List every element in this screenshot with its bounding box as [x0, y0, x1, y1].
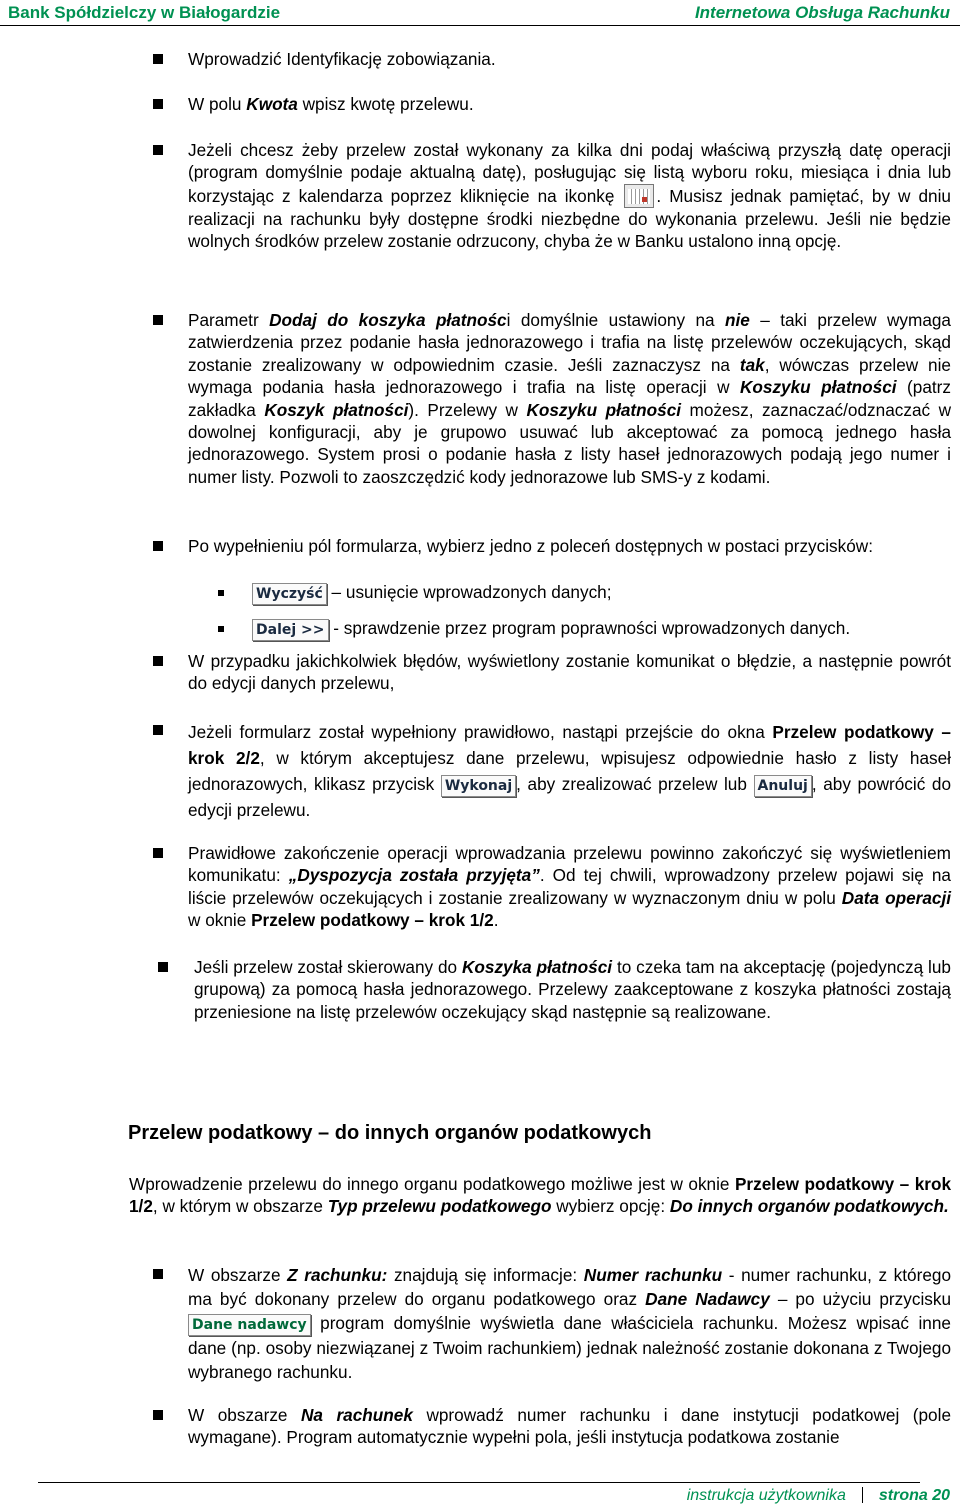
list-item: W obszarze Na rachunek wprowadź numer rachunku i dane instytucji podatkowej (pole wymagane). Program automatycznie wypełni pola, jeśli instytucja podatkowa zostanie	[188, 1405, 951, 1448]
list-item: W obszarze Z rachunku: znajdują się informacje: Numer rachunku - numer rachunku, z którego ma być dokonany przelew do organu podatkowego oraz Dane Nadawcy – po użyciu przycisku Dane nadawcy program domyślnie wyświetla dane właściciela rachunku. Możesz wpisać inne dane (np. osoby niezwiązanej z Twoim rachunkiem) jednak należność zostanie dokonana z Twojego wybranego rachunku.	[188, 1265, 952, 1382]
sub-item: Dalej >> - sprawdzenie przez program poprawności wprowadzonych danych.	[252, 617, 850, 641]
bullet-square-icon	[153, 99, 163, 109]
footer-separator	[862, 1487, 863, 1503]
bullet-square-icon	[153, 315, 163, 325]
footer-label: instrukcja użytkownika	[686, 1487, 846, 1504]
list-item: Jeśli przelew został skierowany do Koszyka płatności to czeka tam na akceptację (pojedynczą lub grupową) za pomocą hasła jednorazowego. Przelewy zaakceptowane z koszyka płatności zostają przeniesione na listę przelewów oczekujący skąd następnie są realizowane.	[194, 957, 951, 1022]
bullet-square-icon	[153, 1410, 163, 1420]
list-item: W przypadku jakichkolwiek błędów, wyświetlony zostanie komunikat o błędzie, a następnie powrót do edycji danych przelewu,	[188, 651, 951, 694]
clear-button[interactable]: Wyczyść	[252, 583, 327, 605]
section-heading: Przelew podatkowy – do innych organów podatkowych	[128, 1122, 652, 1144]
next-button[interactable]: Dalej >>	[252, 619, 329, 641]
list-item: W polu Kwota wpisz kwotę przelewu.	[188, 94, 474, 114]
footer-divider	[38, 1482, 920, 1483]
list-item: Jeżeli chcesz żeby przelew został wykonany za kilka dni podaj właściwą przyszłą datę operacji (program domyślnie podaje aktualną datę), posługując się listą wyboru roku, miesiąca i dnia lub korzystając z kalendarza poprzez kliknięcie na ikonkę . Musisz jednak pamiętać, by w dniu realizacji na rachunku były dostępne środki niezbędne do wykonania przelewu. Jeśli nie będzie wolnych środków przelew zostanie odrzucony, chyba że w Banku ustalono inną opcję.	[188, 140, 951, 252]
bullet-square-icon	[153, 656, 163, 666]
bullet-square-icon	[153, 1269, 163, 1279]
bullet-square-icon	[158, 962, 168, 972]
list-item: Jeżeli formularz został wypełniony prawidłowo, nastąpi przejście do okna Przelew podatkowy – krok 2/2, w którym akceptujesz dane przelewu, wpisujesz odpowiednie hasło z listy haseł jednorazowych, klikasz przycisk Wykonaj , aby zrealizować przelew lub Anuluj , aby powrócić do edycji przelewu.	[188, 722, 952, 820]
sender-data-button[interactable]: Dane nadawcy	[188, 1314, 311, 1336]
execute-button[interactable]: Wykonaj	[441, 775, 516, 797]
system-name: Internetowa Obsługa Rachunku	[694, 3, 950, 22]
bullet-small-icon	[218, 626, 224, 632]
list-item: Parametr Dodaj do koszyka płatności domyślnie ustawiony na nie – taki przelew wymaga zatwierdzenia przez podanie hasła jednorazowego i trafia na listę przelewów oczekujących, skąd zostanie zrealizowany w odpowiednim czasie. Jeśli zaznaczysz na tak, wówczas przelew nie wymaga podania hasła jednorazowego i trafia na listę operacji w Koszyku płatności (patrz zakładka Koszyk płatności). Przelewy w Koszyku płatności możesz, zaznaczać/odznaczać w dowolnej konfiguracji, aby je grupowo usuwać lub akceptować za pomocą jednego hasła jednorazowego. System prosi o podanie hasła z listy haseł jednorazowych podają jego numer i numer listy. Pozwoli to zaoszczędzić kody jednorazowe lub SMS-y z kodami.	[188, 310, 951, 487]
calendar-icon[interactable]	[624, 184, 654, 208]
list-item: Wprowadzić Identyfikację zobowiązania.	[188, 49, 496, 69]
sub-item: Wyczyść – usunięcie wprowadzonych danych;	[252, 581, 612, 605]
bank-name: Bank Spółdzielczy w Białogardzie	[8, 3, 281, 22]
page-header	[0, 0, 960, 26]
cancel-button[interactable]: Anuluj	[754, 775, 812, 797]
bullet-square-icon	[153, 54, 163, 64]
bullet-square-icon	[153, 725, 163, 735]
bullet-square-icon	[153, 541, 163, 551]
list-item: Po wypełnieniu pól formularza, wybierz jedno z poleceń dostępnych w postaci przycisków:	[188, 536, 873, 556]
section-paragraph: Wprowadzenie przelewu do innego organu podatkowego możliwe jest w oknie Przelew podatkowy – krok 1/2, w którym w obszarze Typ przelewu podatkowego wybierz opcję: Do innych organów podatkowych.	[129, 1174, 952, 1217]
bullet-square-icon	[153, 848, 163, 858]
list-item: Prawidłowe zakończenie operacji wprowadzania przelewu powinno zakończyć się wyświetleniem komunikatu: „Dyspozycja została przyjęta”. Od tej chwili, wprowadzony przelew pojawi się na liście przelewów oczekujących i zostanie zrealizowany w wyznaczonym dniu w polu Data operacji w oknie Przelew podatkowy – krok 1/2.	[188, 843, 951, 931]
bullet-small-icon	[218, 590, 224, 596]
bullet-square-icon	[153, 145, 163, 155]
page-number: strona 20	[878, 1487, 950, 1504]
page-footer	[687, 1487, 950, 1505]
